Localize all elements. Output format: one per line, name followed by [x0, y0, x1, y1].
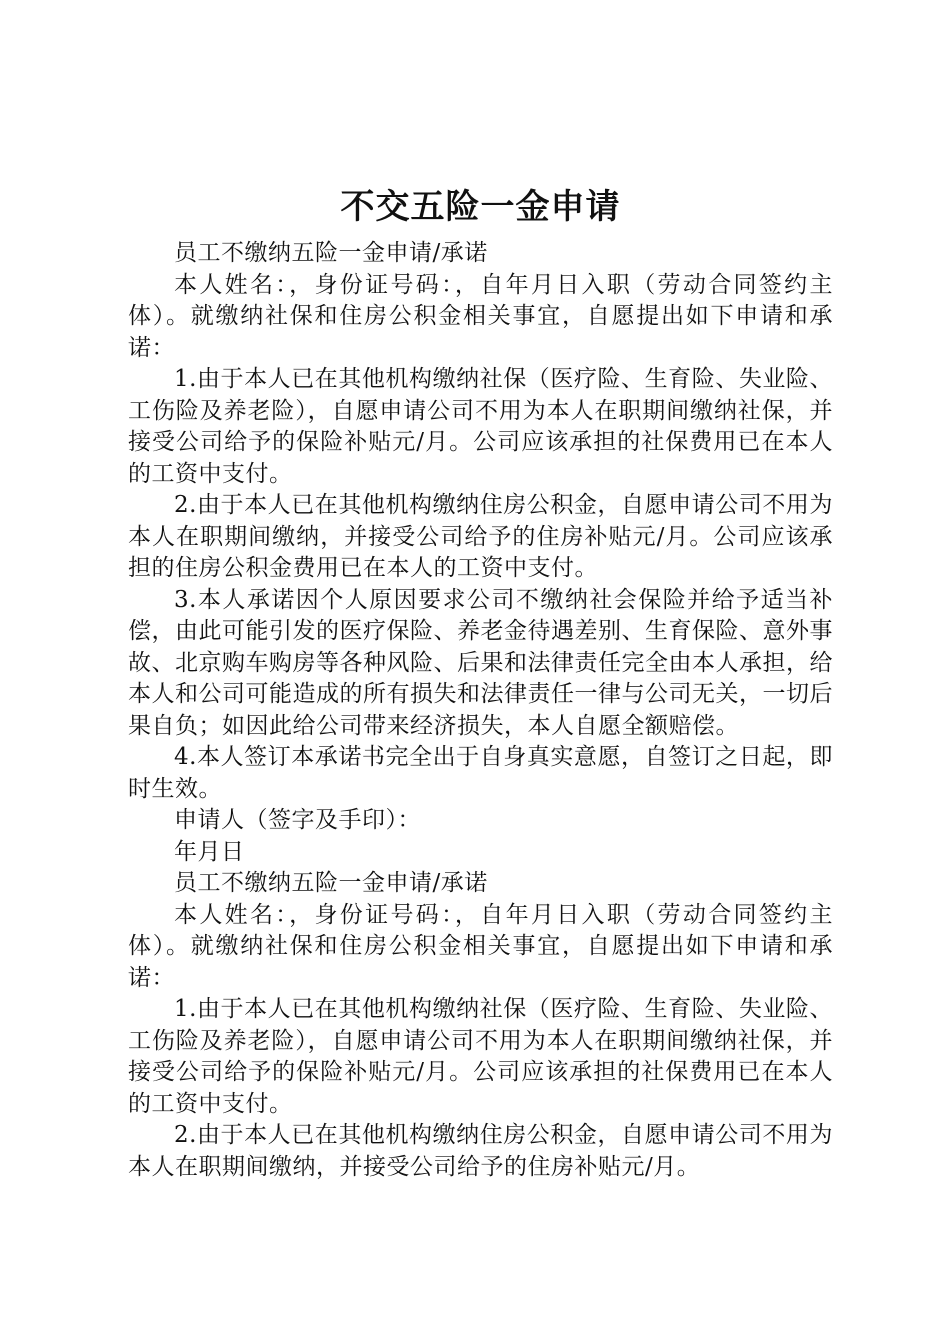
clause-2: 2.由于本人已在其他机构缴纳住房公积金，自愿申请公司不用为本人在职期间缴纳，并接受公司给予的住房补贴元/月。公司应该承担的住房公积金费用已在本人的工资中支付。: [128, 492, 833, 581]
clause-2: 2.由于本人已在其他机构缴纳住房公积金，自愿申请公司不用为本人在职期间缴纳，并接受公司给予的住房补贴元/月。: [128, 1122, 833, 1180]
date-line: 年月日: [174, 838, 245, 865]
document-page: [128, 182, 833, 1183]
signature-line: 申请人（签字及手印）：: [174, 807, 421, 833]
document-title: 不交五险一金申请: [340, 187, 621, 227]
clause-4: 4.本人签订本承诺书完全出于自身真实意愿，自签订之日起，即时生效。: [128, 744, 833, 802]
section-heading: 员工不缴纳五险一金申请/承诺: [174, 240, 488, 266]
clause-1: 1.由于本人已在其他机构缴纳社保（医疗险、生育险、失业险、工伤险及养老险），自愿申请公司不用为本人在职期间缴纳社保，并接受公司给予的保险补贴元/月。公司应该承担的社保费用已在本人的工资中支付。: [128, 996, 833, 1117]
clause-3: 3.本人承诺因个人原因要求公司不缴纳社会保险并给予适当补偿，由此可能引发的医疗保险、养老金待遇差别、生育保险、意外事故、北京购车购房等各种风险、后果和法律责任完全由本人承担，给本人和公司可能造成的所有损失和法律责任一律与公司无关，一切后果自负；如因此给公司带来经济损失，本人自愿全额赔偿。: [128, 586, 833, 739]
section-heading: 员工不缴纳五险一金申请/承诺: [174, 870, 488, 896]
clause-1: 1.由于本人已在其他机构缴纳社保（医疗险、生育险、失业险、工伤险及养老险），自愿申请公司不用为本人在职期间缴纳社保，并接受公司给予的保险补贴元/月。公司应该承担的社保费用已在本人的工资中支付。: [128, 366, 833, 487]
intro-paragraph: 本人姓名：，身份证号码：，自年月日入职（劳动合同签约主体）。就缴纳社保和住房公积金相关事宜，自愿提出如下申请和承诺：: [128, 271, 833, 361]
intro-paragraph: 本人姓名：，身份证号码：，自年月日入职（劳动合同签约主体）。就缴纳社保和住房公积金相关事宜，自愿提出如下申请和承诺：: [128, 901, 833, 991]
